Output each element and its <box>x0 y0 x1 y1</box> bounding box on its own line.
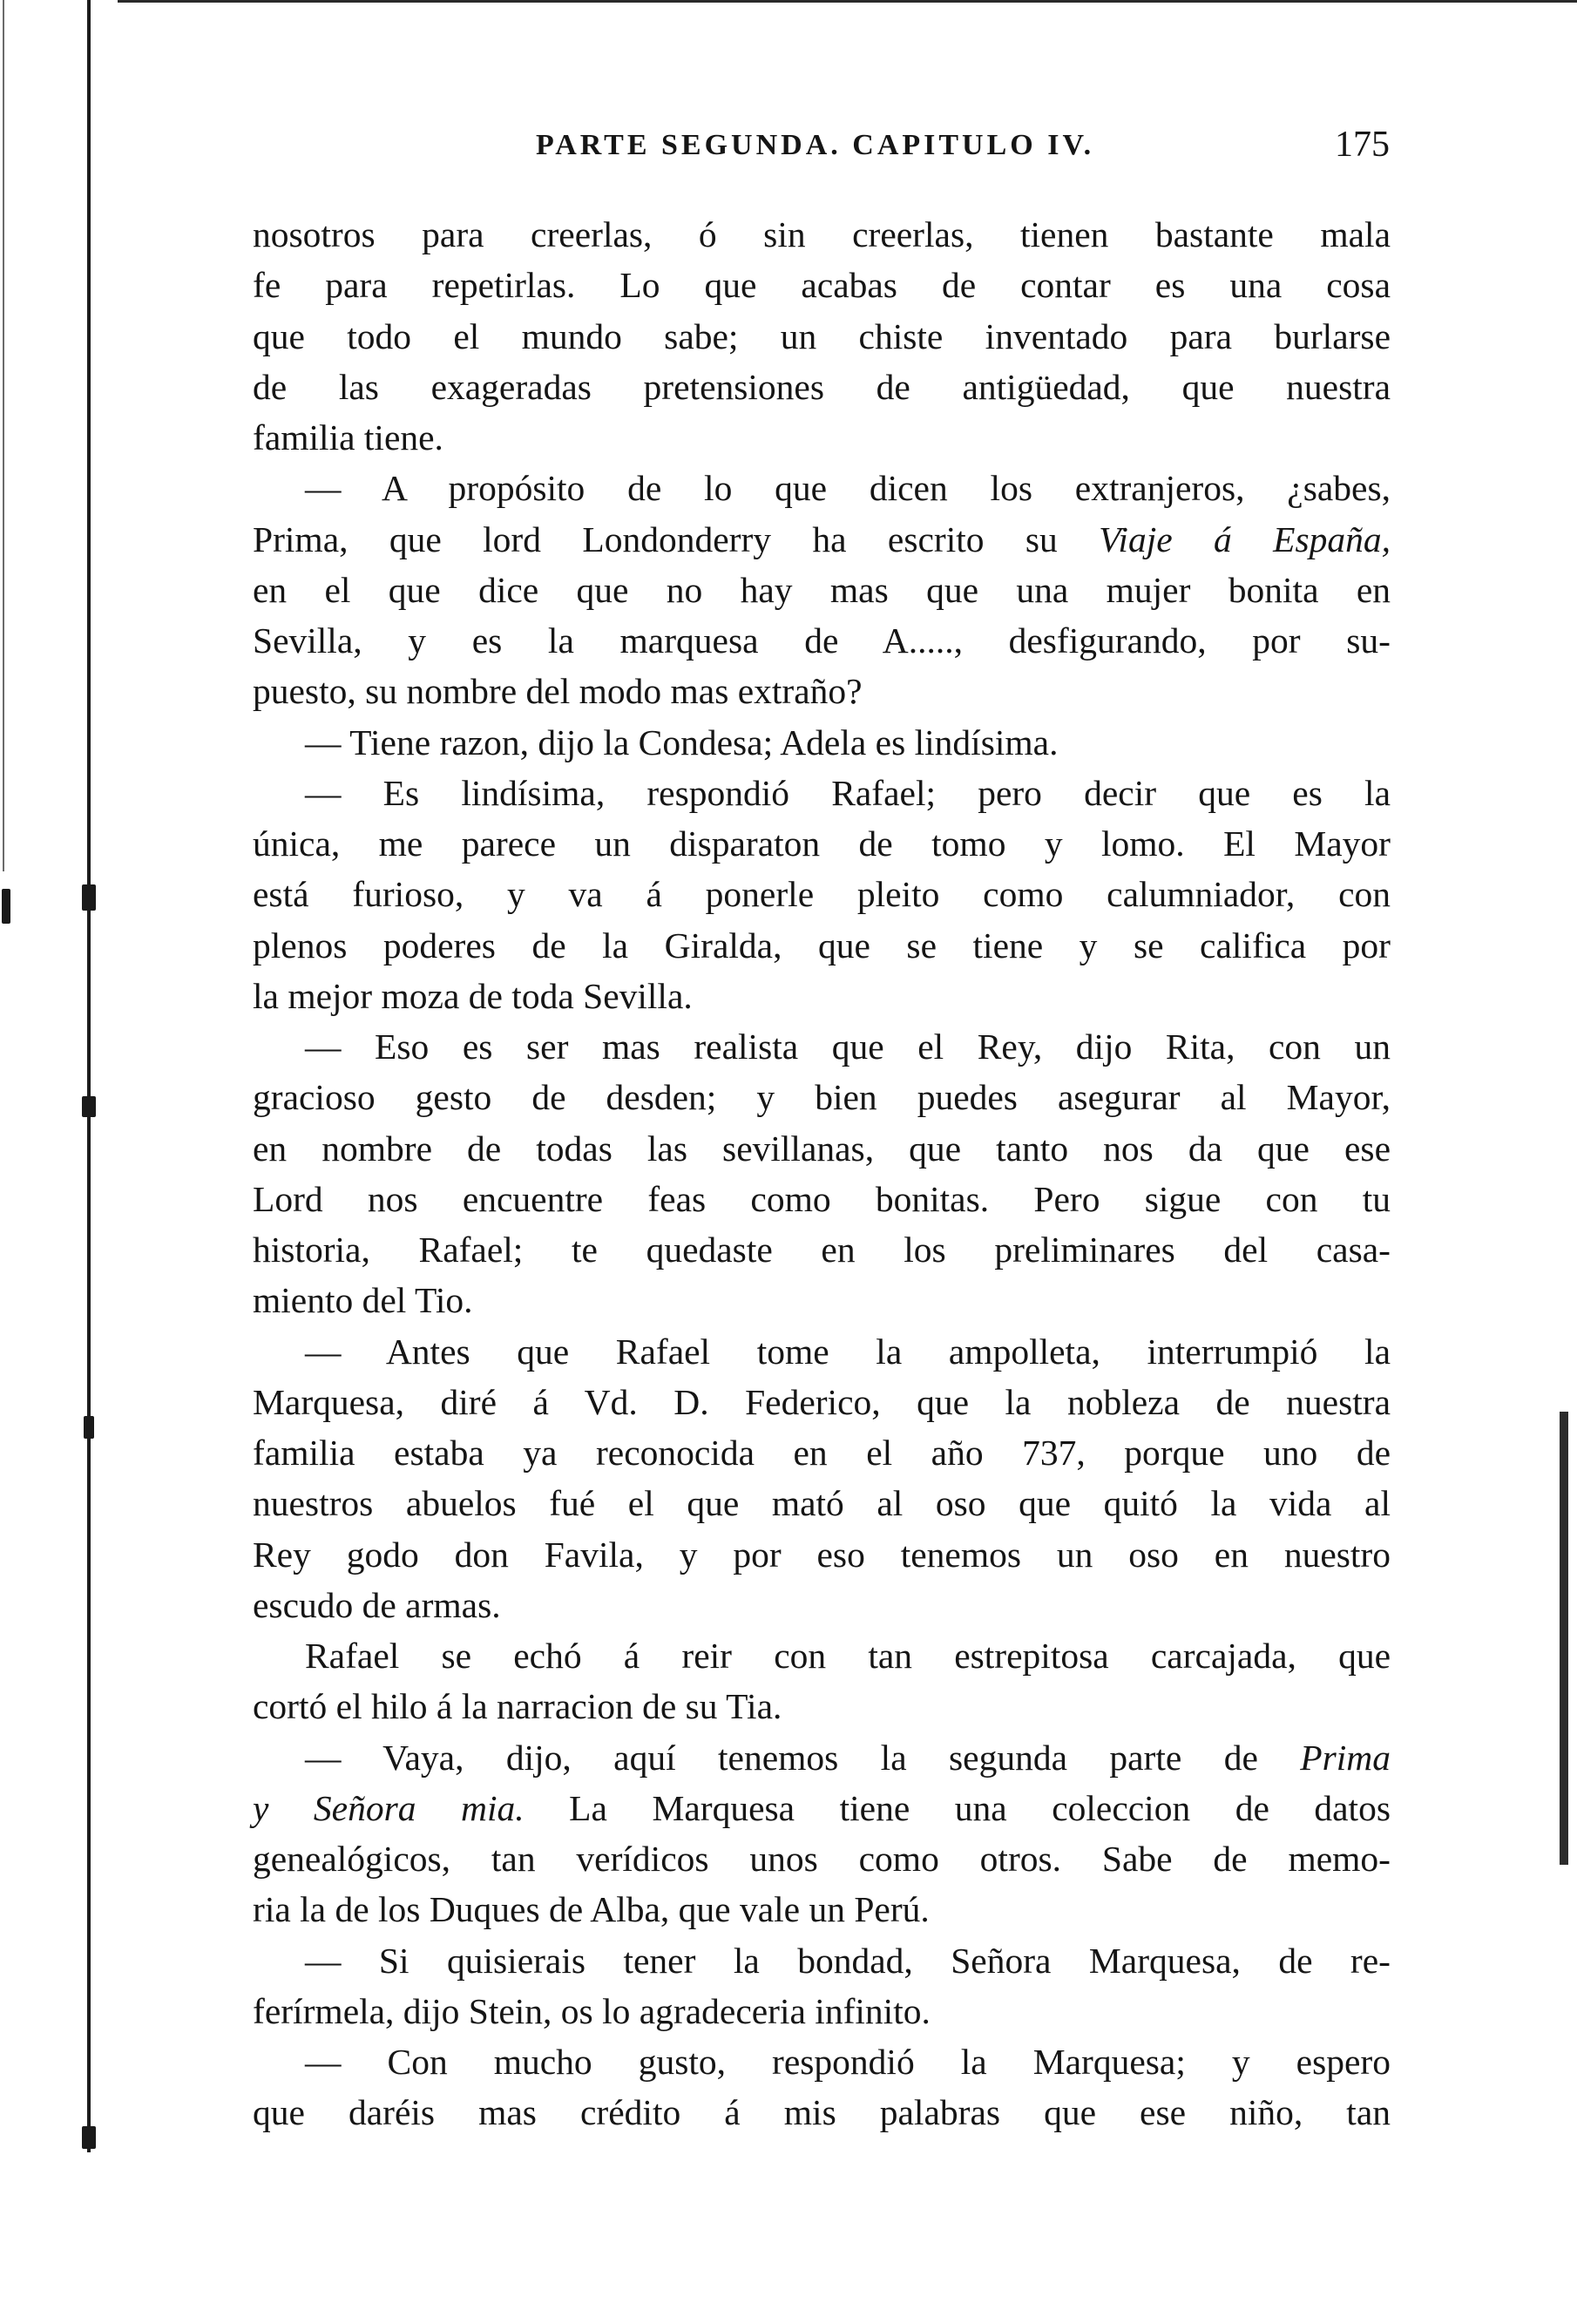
text-line: — A propósito de lo que dicen los extranjeros, ¿sabes, <box>305 468 1391 509</box>
text-line: fe para repetirlas. Lo que acabas de contar es una cosa <box>253 265 1391 306</box>
text-line: cortó el hilo á la narracion de su Tia. <box>253 1686 782 1727</box>
text-line <box>253 1783 1391 1833</box>
text-line: nuestros abuelos fué el que mató al oso que quitó la vida al <box>253 1483 1391 1524</box>
text-line: familia tiene. <box>253 417 443 457</box>
top-border-rule <box>118 0 1577 3</box>
text-line: escudo de armas. <box>253 1584 501 1625</box>
text-line: gracioso gesto de desden; y bien puedes asegurar al Mayor, <box>253 1077 1391 1118</box>
left-border-rule <box>87 0 91 2152</box>
text-line: genealógicos, tan verídicos unos como otros. Sabe de memo- <box>253 1839 1391 1879</box>
italic-title: Viaje á España, <box>1099 518 1391 559</box>
italic-title: y Señora mia. <box>253 1787 525 1828</box>
text-line: Lord nos encuentre feas como bonitas. Pero sigue con tu <box>253 1178 1391 1219</box>
right-edge-shadow <box>1560 1412 1568 1865</box>
text-line: plenos poderes de la Giralda, que se tiene y se califica por <box>253 925 1391 966</box>
text-line: — Con mucho gusto, respondió la Marquesa; y espero <box>305 2042 1391 2082</box>
margin-mark <box>2 889 10 924</box>
margin-mark <box>82 884 96 911</box>
text-line: — Si quisierais tener la bondad, Señora Marquesa, de re- <box>305 1940 1391 1981</box>
text-segment: Prima, que lord Londonderry ha escrito su <box>253 518 1100 559</box>
text-line: — Eso es ser mas realista que el Rey, dijo Rita, con un <box>305 1026 1391 1067</box>
text-line: de las exageradas pretensiones de antigüedad, que nuestra <box>253 366 1391 407</box>
text-line: — Tiene razon, dijo la Condesa; Adela es lindísima. <box>305 722 1059 762</box>
text-line: en nombre de todas las sevillanas, que tanto nos da que ese <box>253 1128 1391 1169</box>
text-line: — Antes que Rafael tome la ampolleta, interrumpió la <box>305 1331 1391 1372</box>
running-head <box>248 120 1390 173</box>
text-line: historia, Rafael; te quedaste en los preliminares del casa- <box>253 1230 1391 1270</box>
margin-mark <box>82 2126 96 2149</box>
text-line <box>253 514 1391 565</box>
left-edge-line <box>3 0 4 871</box>
text-line: Marquesa, diré á Vd. D. Federico, que la nobleza de nuestra <box>253 1381 1391 1422</box>
text-line: Sevilla, y es la marquesa de A....., desfigurando, por su- <box>253 620 1391 661</box>
text-line: la mejor moza de toda Sevilla. <box>253 975 693 1016</box>
text-line: que todo el mundo sabe; un chiste inventado para burlarse <box>253 315 1391 356</box>
text-line: está furioso, y va á ponerle pleito como calumniador, con <box>253 874 1391 915</box>
text-segment: — Vaya, dijo, aquí tenemos la segunda parte de <box>305 1737 1301 1778</box>
text-line: familia estaba ya reconocida en el año 737, porque uno de <box>253 1433 1391 1473</box>
margin-mark <box>82 1096 96 1117</box>
text-line: puesto, su nombre del modo mas extraño? <box>253 671 863 712</box>
text-line: Rey godo don Favila, y por eso tenemos un oso en nuestro <box>253 1534 1391 1575</box>
text-line: nosotros para creerlas, ó sin creerlas, tienen bastante mala <box>253 214 1391 254</box>
text-line: única, me parece un disparaton de tomo y lomo. El Mayor <box>253 823 1391 864</box>
text-line: que daréis mas crédito á mis palabras que ese niño, tan <box>253 2092 1391 2133</box>
page-number: 175 <box>1335 125 1390 165</box>
text-line: Rafael se echó á reir con tan estrepitosa carcajada, que <box>305 1636 1391 1676</box>
body-text <box>253 209 1391 2138</box>
text-line <box>253 1732 1391 1783</box>
text-line: ria la de los Duques de Alba, que vale un Perú. <box>253 1889 930 1930</box>
text-line: miento del Tio. <box>253 1280 473 1321</box>
text-segment: La Marquesa tiene una coleccion de datos <box>524 1787 1391 1828</box>
italic-title: Prima <box>1300 1737 1391 1778</box>
text-line: ferírmela, dijo Stein, os lo agradeceria infinito. <box>253 1990 931 2031</box>
margin-mark <box>84 1416 94 1439</box>
text-line: — Es lindísima, respondió Rafael; pero decir que es la <box>305 772 1391 813</box>
text-line: en el que dice que no hay mas que una mujer bonita en <box>253 569 1391 610</box>
running-title: PARTE SEGUNDA. CAPITULO IV. <box>536 129 1095 161</box>
